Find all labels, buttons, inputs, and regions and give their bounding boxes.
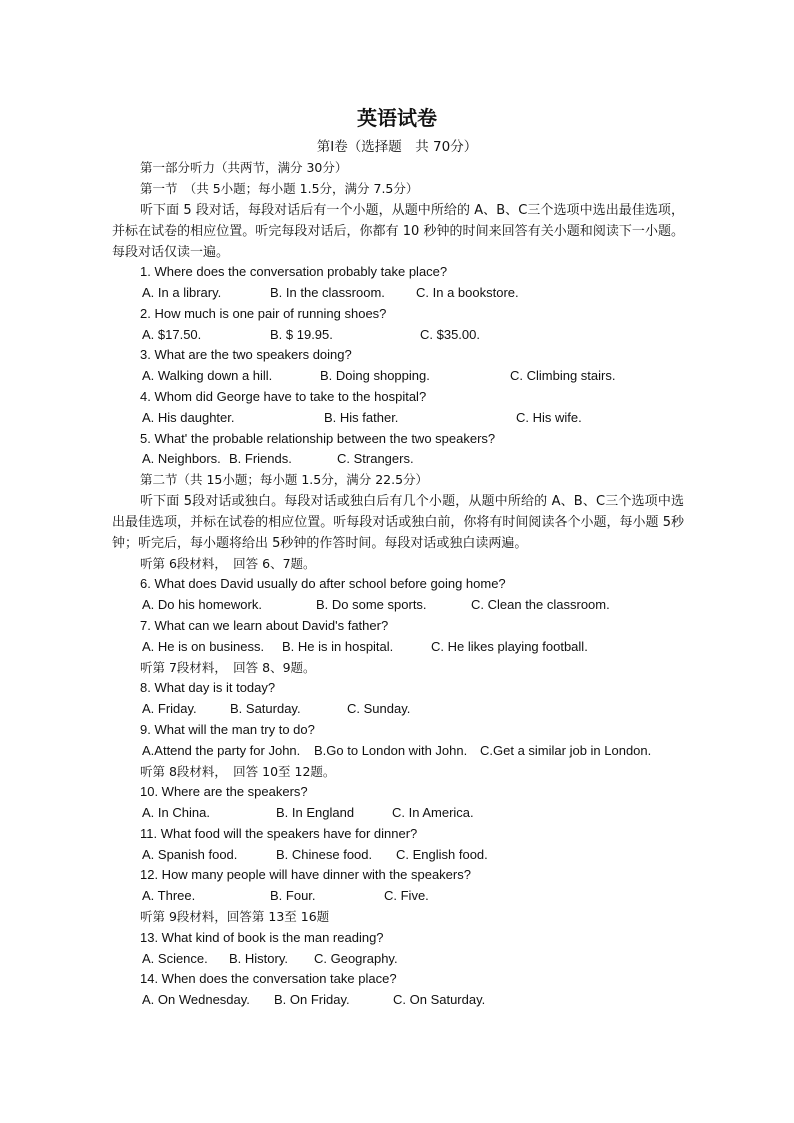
question-3: 3. What are the two speakers doing? [140, 347, 352, 362]
q8-option-c: C. Sunday. [347, 701, 411, 716]
q1-option-a: A. In a library. [142, 285, 222, 300]
q14-option-c: C. On Saturday. [393, 992, 486, 1007]
material-8-heading: 听第 8段材料， 回答 10至 12题。 [140, 764, 336, 779]
volume-subtitle: 第Ⅰ卷（选择题 共 70分） [316, 139, 478, 155]
material-9-heading: 听第 9段材料，回答第 13至 16题 [140, 909, 330, 924]
q12-option-b: B. Four. [270, 888, 316, 903]
q5-option-b: B. Friends. [229, 451, 292, 466]
q13-option-a: A. Science. [142, 951, 208, 966]
q2-option-a: A. $17.50. [142, 327, 202, 342]
section2-instructions: 听下面 5段对话或独白。每段对话或独白后有几个小题，从题中所给的 A、B、C三个选项中选出最佳选项，并标在试卷的相应位置。听每段对话或独白前，你将有时间阅读各个小题，每小题 5秒钟；听完后，每小题将给出 5秒钟的作答时间。每段对话或独白读两遍。 [112, 494, 684, 551]
q11-option-c: C. English food. [396, 847, 488, 862]
question-12: 12. How many people will have dinner with the speakers? [140, 867, 471, 882]
q9-option-b: B.Go to London with John. [314, 743, 468, 758]
question-14: 14. When does the conversation take place? [140, 971, 397, 986]
q2-option-b: B. $ 19.95. [270, 327, 333, 342]
q11-option-b: B. Chinese food. [276, 847, 373, 862]
q7-option-a: A. He is on business. [142, 639, 265, 654]
q13-option-c: C. Geography. [314, 951, 398, 966]
q4-option-b: B. His father. [324, 410, 399, 425]
q11-option-a: A. Spanish food. [142, 847, 238, 862]
q9-option-c: C.Get a similar job in London. [480, 743, 652, 758]
q13-option-b: B. History. [229, 951, 288, 966]
question-6: 6. What does David usually do after school before going home? [140, 576, 506, 591]
q6-option-c: C. Clean the classroom. [471, 597, 610, 612]
question-2: 2. How much is one pair of running shoes? [140, 306, 387, 321]
q5-option-a: A. Neighbors. [142, 451, 221, 466]
q3-option-a: A. Walking down a hill. [142, 368, 273, 383]
question-8: 8. What day is it today? [140, 680, 276, 695]
q2-option-c: C. $35.00. [420, 327, 480, 342]
question-5: 5. What' the probable relationship between the two speakers? [140, 431, 496, 446]
q4-option-c: C. His wife. [516, 410, 582, 425]
question-13: 13. What kind of book is the man reading? [140, 930, 384, 945]
q12-option-a: A. Three. [142, 888, 196, 903]
section2-heading: 第二节（共 15小题；每小题 1.5分，满分 22.5分） [140, 472, 429, 487]
q1-option-b: B. In the classroom. [270, 285, 385, 300]
q4-option-a: A. His daughter. [142, 410, 235, 425]
exam-title: 英语试卷 [357, 106, 437, 130]
question-11: 11. What food will the speakers have for dinner? [140, 826, 418, 841]
q1-option-c: C. In a bookstore. [416, 285, 519, 300]
q8-option-a: A. Friday. [142, 701, 197, 716]
q6-option-b: B. Do some sports. [316, 597, 427, 612]
q8-option-b: B. Saturday. [230, 701, 301, 716]
question-7: 7. What can we learn about David's father? [140, 618, 389, 633]
q3-option-c: C. Climbing stairs. [510, 368, 616, 383]
q10-option-c: C. In America. [392, 805, 474, 820]
q10-option-b: B. In England [276, 805, 355, 820]
question-10: 10. Where are the speakers? [140, 784, 308, 799]
question-9: 9. What will the man try to do? [140, 722, 315, 737]
q7-option-b: B. He is in hospital. [282, 639, 394, 654]
q9-option-a: A.Attend the party for John. [142, 743, 301, 758]
section1-heading: 第一节 （共 5小题；每小题 1.5分，满分 7.5分） [140, 181, 419, 196]
q14-option-a: A. On Wednesday. [142, 992, 250, 1007]
q3-option-b: B. Doing shopping. [320, 368, 430, 383]
part1-heading: 第一部分听力（共两节，满分 30分） [140, 160, 348, 175]
q6-option-a: A. Do his homework. [142, 597, 262, 612]
q7-option-c: C. He likes playing football. [431, 639, 588, 654]
q10-option-a: A. In China. [142, 805, 210, 820]
section1-instructions: 听下面 5 段对话，每段对话后有一个小题，从题中所给的 A、B、C三个选项中选出最佳选项，并标在试卷的相应位置。听完每段对话后，你都有 10 秒钟的时间来回答有关小题和阅读下一小题。每段对话仅读一遍。 [112, 203, 684, 260]
q14-option-b: B. On Friday. [274, 992, 350, 1007]
q5-option-c: C. Strangers. [337, 451, 414, 466]
question-4: 4. Whom did George have to take to the hospital? [140, 389, 427, 404]
material-6-heading: 听第 6段材料， 回答 6、7题。 [140, 556, 316, 571]
material-7-heading: 听第 7段材料， 回答 8、9题。 [140, 660, 316, 675]
question-1: 1. Where does the conversation probably take place? [140, 264, 448, 279]
q12-option-c: C. Five. [384, 888, 429, 903]
